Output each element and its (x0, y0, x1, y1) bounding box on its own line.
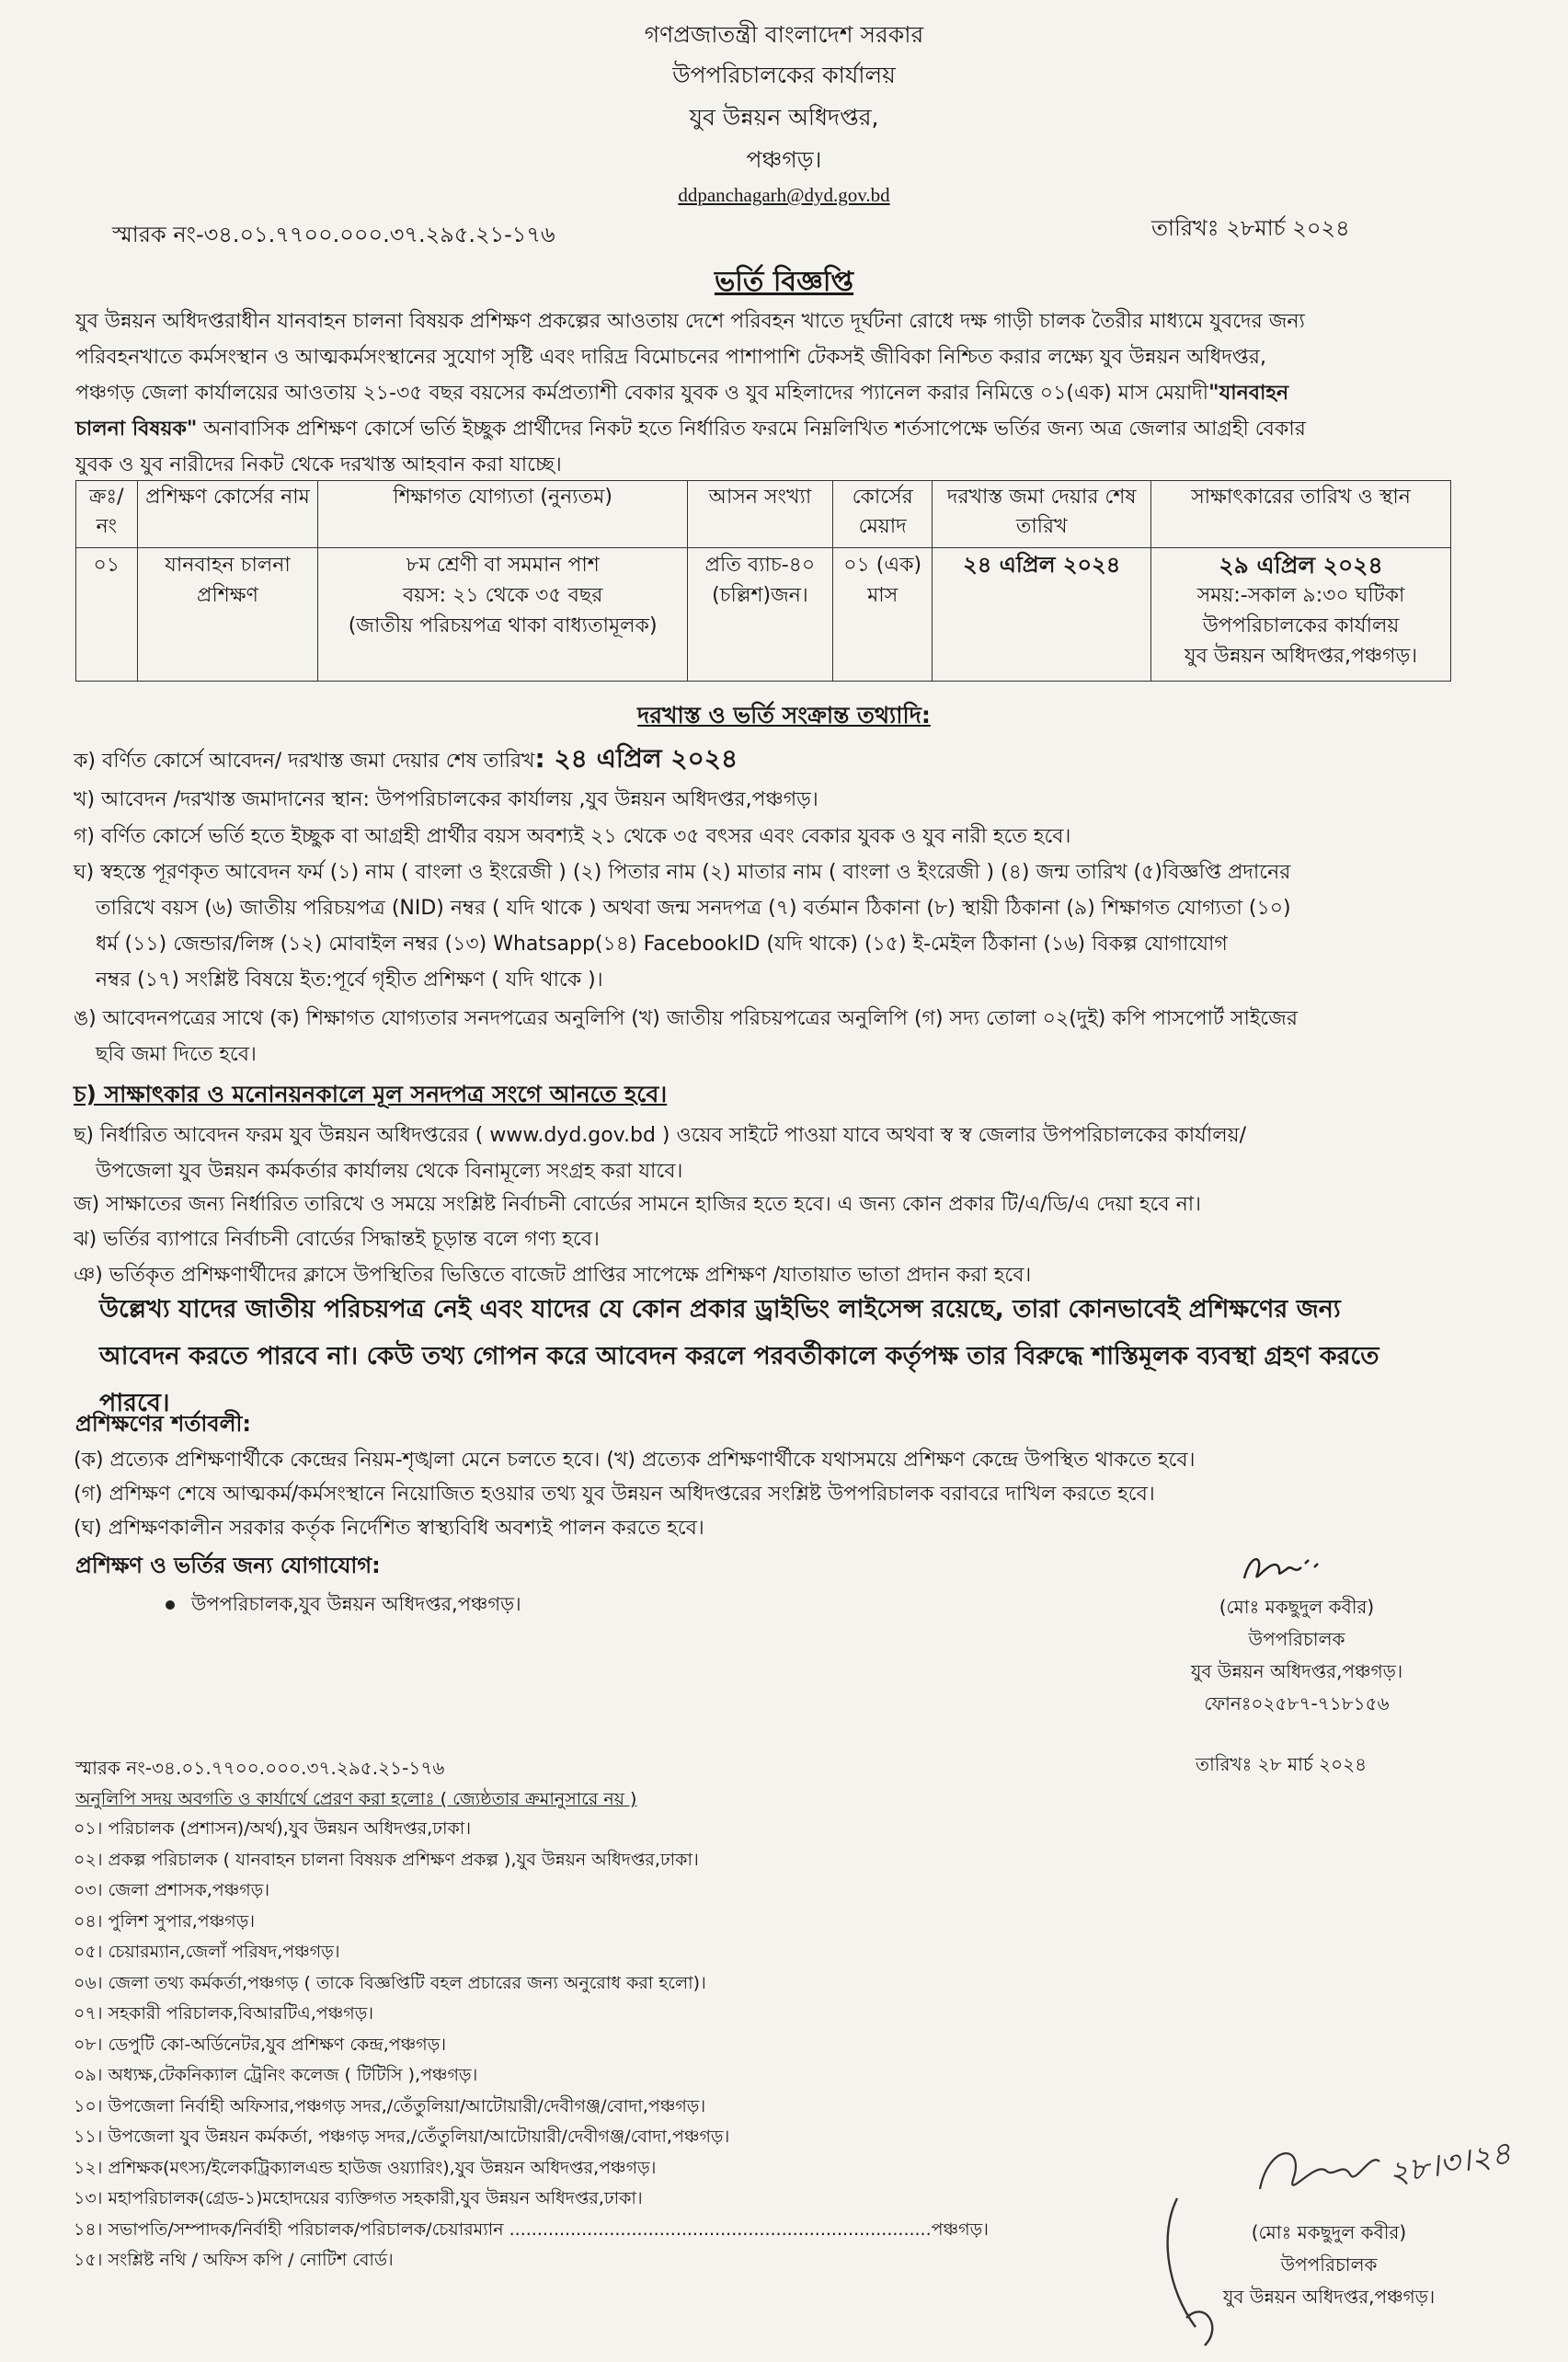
cell-sl: ০১ (76, 548, 138, 682)
header-interview: সাক্ষাৎকারের তারিখ ও স্থান (1151, 481, 1451, 548)
warning-line: উল্লেখ্য যাদের জাতীয় পরিচয়পত্র নেই এবং যাদের যে কোন প্রকার ড্রাইভিং লাইসেন্স রয়েছে, তারা কোনভাবেই প্রশিক্ষণের জন্য (99, 1295, 1341, 1324)
list-item: ১২। প্রশিক্ষক(মৎস্য/ইলেকট্রিক্যালএন্ড হাউজ ওয়্যারিং),যুব উন্নয়ন অধিদপ্তর,পঞ্চগড়। (74, 2157, 657, 2178)
item-text: ক) বর্ণিত কোর্সে আবেদন/ দরখাস্ত জমা দেয়ার শেষ তারিখ (74, 750, 535, 773)
header-seats: আসন সংখ্যা (687, 481, 832, 548)
signature-scribble (1237, 1547, 1338, 1593)
signatory-phone: ফোনঃ০২৫৮৭-৭১৮১৫৬ (1204, 1692, 1390, 1714)
intro-text: পঞ্চগড় জেলা কার্যালয়ের আওতায় ২১-৩৫ বছর বয়সের কর্মপ্রত্যাশী বেকার যুবক ও যুব মহিলাদের প্যানেল করার নিমিত্তে ০১(এক) মাস মেয়াদী (75, 382, 1209, 405)
item-line: নম্বর (১৭) সংশ্লিষ্ট বিষয়ে ইত:পূর্বে গৃহীত প্রশিক্ষণ ( যদি থাকে )। (96, 969, 603, 992)
list-item: ০৮। ডেপুটি কো-অর্ডিনেটর,যুব প্রশিক্ষণ কেন্দ্র,পঞ্চগড়। (74, 2034, 447, 2055)
condition-line: (ক) প্রত্যেক প্রশিক্ষণার্থীকে কেন্দ্রের নিয়ম-শৃঙ্খলা মেনে চলতে হবে। (খ) প্রত্যেক প্রশিক্ষণার্থীকে যথাসময়ে প্রশিক্ষণ কেন্দ্রে উপস্থিত থাকতে হবে। (74, 1449, 1196, 1472)
cell-text: ০১ (এক) (843, 554, 922, 577)
intro-line: পরিবহনখাতে কর্মসংস্থান ও আত্মকর্মসংস্থানের সুযোগ সৃষ্টি এবং দারিদ্র বিমোচনের পাশাপাশি টেকসই জীবিকা নিশ্চিত করার লক্ষ্যে যুব উন্নয়ন অধিদপ্তর, (75, 346, 1266, 369)
info-item-umo (74, 1001, 1453, 1072)
copy-heading: অনুলিপি সদয় অবগতি ও কার্যার্থে প্রেরণ করা হলোঃ ( জ্যেষ্ঠতার ক্রমানুসারে নয় ) (75, 1789, 637, 1809)
item-line: তারিখে বয়স (৬) জাতীয় পরিচয়পত্র (NID) নম্বর ( যদি থাকে ) অথবা জন্ম সনদপত্র (৭) বর্তমান ঠিকানা (৮) স্থায়ী ঠিকানা (৯) শিক্ষাগত যোগ্যতা (১০) (96, 897, 1291, 920)
contact-title: প্রশিক্ষণ ও ভর্তির জন্য যোগাযোগ: (75, 1553, 381, 1578)
list-item: ০৪। পুলিশ সুপার,পঞ্চগড়। (74, 1910, 256, 1932)
department-name: যুব উন্নয়ন অধিদপ্তর, (689, 104, 879, 131)
cell-interview (1151, 548, 1451, 682)
conditions-title: প্রশিক্ষণের শর্তাবলী: (75, 1411, 252, 1437)
interview-time: সময়:-সকাল ৯:৩০ ঘটিকা (1196, 584, 1405, 607)
info-item-ja: জ) সাক্ষাতের জন্য নির্ধারিত তারিখে ও সময়ে সংশ্লিষ্ট নির্বাচনী বোর্ডের সামনে হাজির হতে হবে। এ জন্য কোন প্রকার টি/এ/ডি/এ দেয়া হবে না। (74, 1193, 1202, 1216)
list-item: ১৫। সংশ্লিষ্ট নথি / অফিস কপি / নোটিশ বোর্ড। (74, 2250, 394, 2270)
course-name-bold: "যানবাহন (1208, 382, 1289, 405)
info-section-title: দরখাস্ত ও ভর্তি সংক্রান্ত তথ্যাদি: (637, 702, 931, 728)
item-line: ঘ) স্বহস্তে পূরণকৃত আবেদন ফর্ম (১) নাম ( বাংলা ও ইংরেজী ) (২) পিতার নাম (২) মাতার নাম ( বাংলা ও ইংরেজী ) (৪) জন্ম তারিখ (৫)বিজ্ঞপ্তি প্রদানের (74, 861, 1291, 884)
condition-line: (ঘ) প্রশিক্ষণকালীন সরকার কর্তৃক নির্দেশিত স্বাস্থ্যবিধি অবশ্যই পালন করতে হবে। (74, 1517, 704, 1540)
list-item: ০৬। জেলা তথ্য কর্মকর্তা,পঞ্চগড় ( তাকে বিজ্ঞপ্তিটি বহল প্রচারের জন্য অনুরোধ করা হলো)। (74, 1972, 706, 1993)
item-line: ঙ) আবেদনপত্রের সাথে (ক) শিক্ষাগত যোগ্যতার সনদপত্রের অনুলিপি (খ) জাতীয় পরিচয়পত্রের অনুলিপি (গ) সদ্য তোলা ০২(দুই) কপি পাসপোর্ট সাইজের (74, 1007, 1298, 1030)
info-item-ka (74, 740, 1453, 779)
bullet-icon (166, 1600, 175, 1610)
list-item: ০১। পরিচালক (প্রশাসন)/অর্থ),যুব উন্নয়ন অধিদপ্তর,ঢাকা। (74, 1818, 472, 1839)
cell-text: (জাতীয় পরিচয়পত্র থাকা বাধ্যতামূলক) (348, 614, 658, 637)
table-row (76, 548, 1451, 682)
header-education: শিক্ষাগত যোগ্যতা (নুন্যতম) (318, 481, 688, 548)
info-item-chha (74, 1118, 1453, 1189)
intro-line (75, 411, 1455, 447)
interview-place: উপপরিচালকের কার্যালয় (1202, 614, 1400, 637)
contact-item (166, 1589, 521, 1622)
condition-line: (গ) প্রশিক্ষণ শেষে আত্মকর্ম/কর্মসংস্থানে নিয়োজিত হওয়ার তথ্য যুব উন্নয়ন অধিদপ্তরের সংশ্লিষ্ট উপপরিচালক বরাবরে দাখিল করতে হবে। (74, 1483, 1155, 1506)
cell-text: বয়স: ২১ থেকে ৩৫ বছর (402, 584, 603, 607)
signature-block (1140, 1591, 1453, 1720)
table-header-row (76, 481, 1451, 548)
intro-line (75, 375, 1455, 411)
memo-number: স্মারক নং-৩৪.০১.৭৭০০.০০০.৩৭.২৯৫.২১-১৭৬ (112, 222, 555, 247)
list-item: ০২। প্রকল্প পরিচালক ( যানবাহন চালনা বিষয়ক প্রশিক্ষণ প্রকল্প ),যুব উন্নয়ন অধিদপ্তর,ঢাকা। (74, 1849, 699, 1870)
copy-date: তারিখঃ ২৮ মার্চ ২০২৪ (1196, 1753, 1368, 1775)
list-item: ০৯। অধ্যক্ষ,টেকনিক্যাল ট্রেনিং কলেজ ( টিটিসি ),পঞ্চগড়। (74, 2065, 478, 2085)
issue-date: তারিখঃ ২৮মার্চ ২০২৪ (1151, 215, 1350, 241)
header-deadline: দরখাস্ত জমা দেয়ার শেষ তারিখ (933, 481, 1151, 548)
warning-note (99, 1286, 1442, 1427)
office-email[interactable]: ddpanchagarh@dyd.gov.bd (678, 184, 890, 206)
cell-course (137, 548, 318, 682)
admission-table (75, 480, 1451, 682)
copy-list (74, 1814, 989, 2276)
list-item: ০৩। জেলা প্রশাসক,পঞ্চগড়। (74, 1880, 270, 1900)
header-sl: ক্রঃ/ নং (76, 481, 138, 548)
header-course: প্রশিক্ষণ কোর্সের নাম (137, 481, 318, 548)
handwritten-date: ২৮।৩।২৪ (1385, 2134, 1515, 2193)
item-line: ধর্ম (১১) জেন্ডার/লিঙ্গ (১২) মোবাইল নম্বর (১৩) Whatsapp(১৪) FacebookID (যদি থাকে) (১৫) ই-মেইল ঠিকানা (১৬) বিকল্প যোগাযোগ (96, 933, 1228, 956)
info-item-cha: চ) সাক্ষাৎকার ও মনোনয়নকালে মূল সনদপত্র সংগে আনতে হবে। (74, 1081, 668, 1107)
list-item: ০৫। চেয়ারম্যান,জেলাঁ পরিষদ,পঞ্চগড়। (74, 1942, 340, 1962)
interview-place: যুব উন্নয়ন অধিদপ্তর,পঞ্চগড়। (1184, 645, 1418, 668)
header-duration: কোর্সের মেয়াদ (833, 481, 933, 548)
signatory-name: (মোঃ মকছুদুল কবীর) (1219, 1596, 1375, 1618)
warning-line: পারবে। (99, 1389, 170, 1417)
item-line: উপজেলা যুব উন্নয়ন কর্মকর্তার কার্যালয় থেকে বিনামূল্যে সংগ্রহ করা যাবে। (96, 1160, 683, 1183)
interview-date: ২৯ এপ্রিল ২০২৪ (1219, 552, 1383, 579)
intro-line: যুবক ও যুব নারীদের নিকট থেকে দরখাস্ত আহবান করা যাচ্ছে। (75, 453, 562, 476)
list-item: ১১। উপজেলা যুব উন্নয়ন কর্মকর্তা, পঞ্চগড় সদর,/তেঁতুলিয়া/আটোয়ারী/দেবীগঞ্জ/বোদা,পঞ্চগড়। (74, 2127, 730, 2147)
signatory-office: যুব উন্নয়ন অধিদপ্তর,পঞ্চগড়। (1222, 2286, 1436, 2308)
intro-text: অনাবাসিক প্রশিক্ষণ কোর্সে ভর্তি ইচ্ছুক প্রার্থীদের নিকট হতে নির্ধারিত ফরমে নিম্নলিখিত শর্তসাপেক্ষে ভর্তির জন্য অত্র জেলার আগ্রহী বেকার (197, 418, 1306, 441)
item-line: ছ) নির্ধারিত আবেদন ফরম যুব উন্নয়ন অধিদপ্তরের ( www.dyd.gov.bd ) ওয়েব সাইটে পাওয়া যাবে অথবা স্ব স্ব জেলার উপপরিচালকের কার্যালয়/ (74, 1124, 1246, 1147)
intro-paragraph (75, 304, 1455, 483)
cell-seats (687, 548, 832, 682)
info-item-nya: ঞ) ভর্তিকৃত প্রশিক্ষণার্থীদের ক্লাসে উপস্থিতির ভিত্তিতে বাজেট প্রাপ্তির সাপেক্ষে প্রশিক্ষণ /যাতায়াত ভাতা প্রদান করা হবে। (74, 1264, 1032, 1287)
signatory-designation: উপপরিচালক (1248, 1628, 1345, 1650)
info-item-ga: গ) বর্ণিত কোর্সে ভর্তি হতে ইচ্ছুক বা আগ্রহী প্রার্থীর বয়স অবশ্যই ২১ থেকে ৩৫ বৎসর এবং বেকার যুবক ও যুব নারী হতে হবে। (74, 825, 1071, 848)
cell-duration (833, 548, 933, 682)
list-item: ১৩। মহাপরিচালক(গ্রেড-১)মহোদয়ের ব্যক্তিগত সহকারী,যুব উন্নয়ন অধিদপ্তর,ঢাকা। (74, 2188, 643, 2208)
info-item-kha: খ) আবেদন /দরখাস্ত জমাদানের স্থান: উপপরিচালকের কার্যালয় ,যুব উন্নয়ন অধিদপ্তর,পঞ্চগড়। (74, 788, 818, 811)
copy-memo-number: স্মারক নং-৩৪.০১.৭৭০০.০০০.৩৭.২৯৫.২১-১৭৬ (75, 1757, 445, 1779)
office-name: উপপরিচালকের কার্যালয় (672, 62, 896, 88)
list-item: ০৭। সহকারী পরিচালক,বিআরটিএ,পঞ্চগড়। (74, 2003, 374, 2024)
intro-line: যুব উন্নয়ন অধিদপ্তরাধীন যানবাহন চালনা বিষয়ক প্রশিক্ষণ প্রকল্পের আওতায় দেশে পরিবহন খাতে দূর্ঘটনা রোধে দক্ষ গাড়ী চালক তৈরীর মাধ্যমে যুবদের জন্য (75, 310, 1305, 333)
cell-text: যানবাহন চালনা (165, 554, 291, 577)
signature-block-2 (1186, 2217, 1471, 2313)
deadline-bold: : ২৪ এপ্রিল ২০২৪ (534, 743, 738, 774)
handwritten-signature (1242, 2134, 1517, 2217)
district-name: পঞ্চগড়। (746, 146, 822, 173)
item-line: ছবি জমা দিতে হবে। (96, 1043, 257, 1066)
warning-line: আবেদন করতে পারবে না। কেউ তথ্য গোপন করে আবেদন করলে পরবর্তীকালে কর্তৃপক্ষ তার বিরুদ্ধে শাস্তিমূলক ব্যবস্থা গ্রহণ করতে (99, 1342, 1379, 1370)
cell-text: প্রশিক্ষণ (197, 584, 258, 607)
govt-name: গণপ্রজাতন্ত্রী বাংলাদেশ সরকার (644, 21, 924, 48)
cell-deadline: ২৪ এপ্রিল ২০২৪ (933, 548, 1151, 682)
signatory-office: যুব উন্নয়ন অধিদপ্তর,পঞ্চগড়। (1190, 1660, 1403, 1682)
contact-text: উপপরিচালক,যুব উন্নয়ন অধিদপ্তর,পঞ্চগড়। (191, 1593, 521, 1615)
cell-text: ৮ম শ্রেণী বা সমমান পাশ (406, 554, 600, 577)
signatory-designation: উপপরিচালক (1280, 2253, 1378, 2276)
list-item: ১০। উপজেলা নির্বাহী অফিসার,পঞ্চগড় সদর,/তেঁতুলিয়া/আটোয়ারী/দেবীগঞ্জ/বোদা,পঞ্চগড়। (74, 2095, 706, 2116)
page-title: ভর্তি বিজ্ঞপ্তি (714, 266, 854, 298)
signatory-name: (মোঃ মকছুদুল কবীর) (1251, 2221, 1407, 2243)
cell-education (318, 548, 688, 682)
list-item: ১৪। সভাপতি/সম্পাদক/নির্বাহী পরিচালক/পরিচালক/চেয়ারম্যান ............................................................................পঞ্চগড়। (74, 2219, 989, 2240)
cell-text: প্রতি ব্যাচ-৪০ (704, 554, 816, 577)
cell-text: মাস (867, 584, 898, 607)
info-item-jha: ঝ) ভর্তির ব্যাপারে নির্বাচনী বোর্ডের সিদ্ধান্তই চূড়ান্ত বলে গণ্য হবে। (74, 1228, 600, 1251)
course-name-bold: চালনা বিষয়ক" (75, 418, 198, 441)
info-item-gha (74, 854, 1453, 998)
cell-text: (চল্লিশ)জন। (712, 584, 808, 607)
